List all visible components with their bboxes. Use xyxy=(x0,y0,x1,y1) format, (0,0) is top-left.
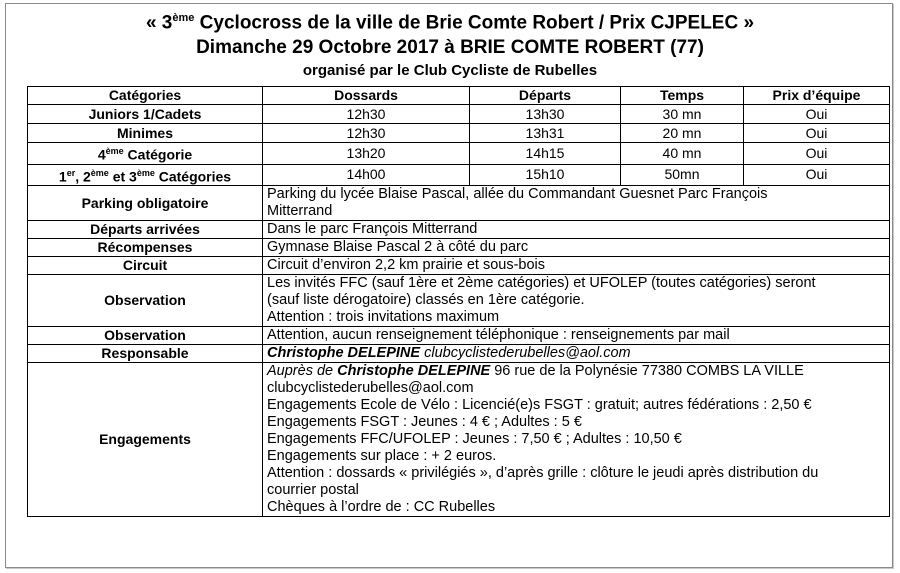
observation-label: Observation xyxy=(28,327,263,345)
dossards-cell: 12h30 xyxy=(263,124,470,143)
circuit-label: Circuit xyxy=(28,257,263,275)
departs-cell: 13h30 xyxy=(470,105,621,124)
recompenses-text: Gymnase Blaise Pascal 2 à côté du parc xyxy=(263,239,890,257)
temps-cell: 40 mn xyxy=(621,143,744,165)
departs-arrivees-text: Dans le parc François Mitterrand xyxy=(263,221,890,239)
parking-row xyxy=(28,186,890,221)
recompenses-row xyxy=(28,239,890,257)
main-title: « 3ème Cyclocross de la ville de Brie Comte Robert / Prix CJPELEC » xyxy=(145,12,755,34)
observation-row xyxy=(28,327,890,345)
observation-text: Les invités FFC (sauf 1ère et 2ème catégories) et UFOLEP (toutes catégories) seront (sauf liste dérogatoire) classés en 1ère catégorie. Attention : trois invitations maximum xyxy=(263,275,890,327)
temps-cell: 20 mn xyxy=(621,124,744,143)
responsable-row xyxy=(28,345,890,363)
prix-cell: Oui xyxy=(744,124,890,143)
category-label: 1er, 2ème et 3ème Catégories xyxy=(28,164,263,186)
category-row xyxy=(28,105,890,124)
circuit-text: Circuit d’environ 2,2 km prairie et sous-bois xyxy=(263,257,890,275)
col-header-temps: Temps xyxy=(621,87,744,105)
header-row xyxy=(28,87,890,105)
col-header-prix: Prix d’équipe xyxy=(744,87,890,105)
observation-row xyxy=(28,275,890,327)
responsable-name: Christophe DELEPINE xyxy=(267,345,421,362)
observation-text: Attention, aucun renseignement téléphonique : renseignements par mail xyxy=(263,327,890,345)
departs-cell: 13h31 xyxy=(470,124,621,143)
responsable-email: clubcyclistederubelles@aol.com xyxy=(420,345,631,362)
category-row xyxy=(28,143,890,165)
category-label: Juniors 1/Cadets xyxy=(28,105,263,124)
category-row xyxy=(28,124,890,143)
responsable-label: Responsable xyxy=(28,345,263,363)
temps-cell: 30 mn xyxy=(621,105,744,124)
recompenses-label: Récompenses xyxy=(28,239,263,257)
dossards-cell: 13h20 xyxy=(263,143,470,165)
race-info-table xyxy=(27,86,890,517)
departs-cell: 15h10 xyxy=(470,164,621,186)
departs-arrivees-label: Départs arrivées xyxy=(28,221,263,239)
engagements-label: Engagements xyxy=(28,363,263,517)
departs-cell: 14h15 xyxy=(470,143,621,165)
category-label: 4ème Catégorie xyxy=(28,143,263,165)
prix-cell: Oui xyxy=(744,143,890,165)
col-header-categories: Catégories xyxy=(28,87,263,105)
col-header-dossards: Dossards xyxy=(263,87,470,105)
parking-text: Parking du lycée Blaise Pascal, allée du Commandant Guesnet Parc François Mitterrand xyxy=(263,186,890,221)
date-title: Dimanche 29 Octobre 2017 à BRIE COMTE ROBERT (77) xyxy=(196,37,704,58)
prix-cell: Oui xyxy=(744,105,890,124)
engagements-text: Auprès de Christophe DELEPINE 96 rue de la Polynésie 77380 COMBS LA VILLE clubcyclistederubelles@aol.com Engagements Ecole de Vélo : Licencié(e)s FSGT : gratuit; autres fédérations : 2,50 € Engagements FSGT : Jeunes : 4 € ; Adultes : 5 € Engagements FFC/UFOLEP : Jeunes : 7,50 € ; Adultes : 10,50 € Engagements sur place : + 2 euros. Attention : dossards « privilégiés », d’après grille : clôture le jeudi après distribution du courrier postal Chèques à l’ordre de : CC Rubelles xyxy=(263,363,890,517)
dossards-cell: 12h30 xyxy=(263,105,470,124)
organizer-title: organisé par le Club Cycliste de Rubelles xyxy=(302,62,598,79)
category-label: Minimes xyxy=(28,124,263,143)
departs-arrivees-row xyxy=(28,221,890,239)
category-row xyxy=(28,164,890,186)
parking-label: Parking obligatoire xyxy=(28,186,263,221)
temps-cell: 50mn xyxy=(621,164,744,186)
observation-label: Observation xyxy=(28,275,263,327)
circuit-row xyxy=(28,257,890,275)
responsable-text xyxy=(263,345,890,363)
prix-cell: Oui xyxy=(744,164,890,186)
engagements-row xyxy=(28,363,890,517)
dossards-cell: 14h00 xyxy=(263,164,470,186)
col-header-departs: Départs xyxy=(470,87,621,105)
